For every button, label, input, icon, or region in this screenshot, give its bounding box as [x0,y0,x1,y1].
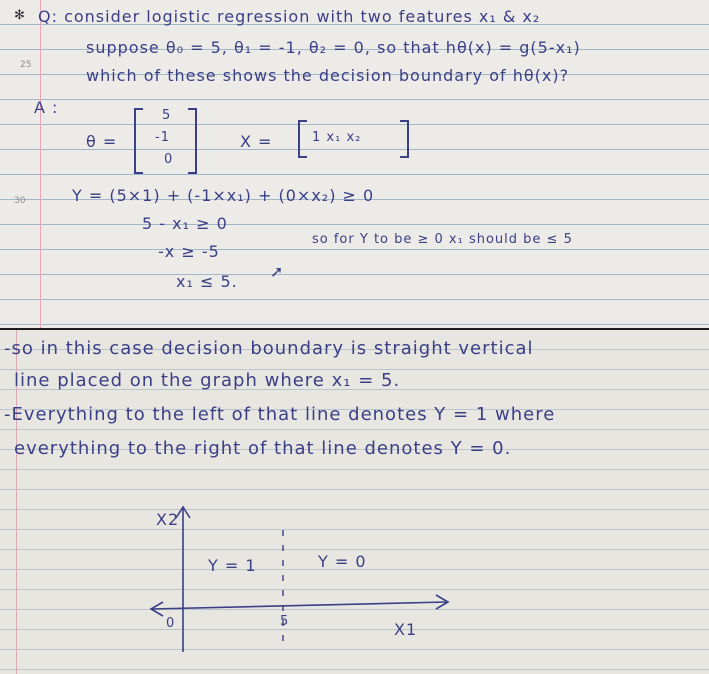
equation-line-3: -x ≥ -5 [158,242,220,261]
equation-line-4: x₁ ≤ 5. [176,272,238,291]
explanation-line-4: everything to the right of that line denotes Y = 0. [14,438,512,459]
x2-axis-label: X2 [156,510,180,529]
question-line-1: Q: consider logistic regression with two features x₁ & x₂ [38,7,541,26]
x1-axis-line [152,602,447,609]
x-right-bracket [400,120,409,158]
theta-label: θ = [86,132,118,151]
line-number-25: 25 [20,60,32,70]
page-margin-line [40,0,41,328]
equation-line-1: Y = (5×1) + (-1×x₁) + (0×x₂) ≥ 0 [72,186,375,205]
origin-label: 0 [166,616,176,631]
boundary-value-label: 5 [280,614,290,629]
explanation-note: so for Y to be ≥ 0 x₁ should be ≤ 5 [312,232,573,247]
line-number-30: 30 [14,196,26,206]
x-label: X = [240,132,273,151]
theta-right-bracket [188,108,197,174]
explanation-line-1: -so in this case decision boundary is straight vertical [4,338,534,359]
question-marker-icon: ✻ [14,8,26,23]
arrow-icon: ➚ [270,262,285,281]
theta-left-bracket [134,108,143,174]
equation-line-2: 5 - x₁ ≥ 0 [142,214,228,233]
theta-value-0: 5 [162,108,172,123]
explanation-line-3: -Everything to the left of that line denotes Y = 1 where [4,404,556,425]
region-left-label: Y = 1 [208,556,257,575]
theta-value-1: -1 [155,130,170,145]
region-right-label: Y = 0 [318,552,367,571]
notebook-page-bottom [0,330,709,674]
notebook-page-top [0,0,709,328]
theta-value-2: 0 [164,152,174,167]
answer-label: A : [34,98,59,117]
x-left-bracket [298,120,307,158]
x-vector-values: 1 x₁ x₂ [312,130,362,145]
x1-axis-label: X1 [394,620,418,639]
question-line-2: suppose θ₀ = 5, θ₁ = -1, θ₂ = 0, so that hθ(x) = g(5-x₁) [86,38,581,57]
explanation-line-2: line placed on the graph where x₁ = 5. [14,370,401,391]
decision-boundary-graph [0,330,709,674]
question-line-3: which of these shows the decision boundary of hθ(x)? [86,66,570,85]
